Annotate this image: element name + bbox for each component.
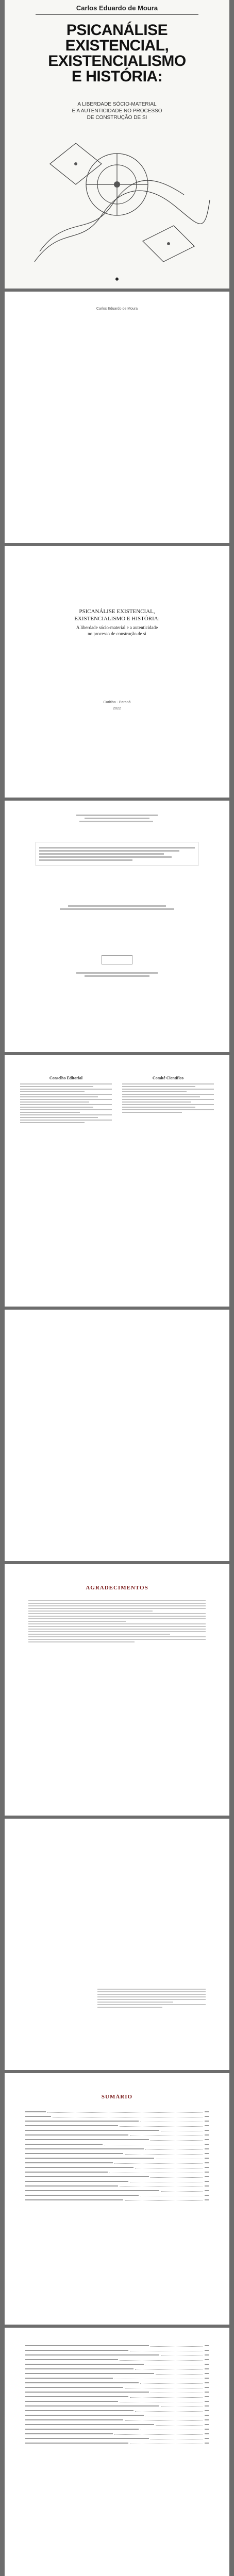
editorial-board [20,1076,214,1125]
table-of-contents [25,2109,209,2202]
toc-entry[interactable] [25,2193,209,2197]
toc-entry[interactable] [25,2394,209,2399]
editorial-board-column [20,1076,112,1125]
toc-entry[interactable] [25,2151,209,2156]
toc-entry[interactable] [25,2427,209,2431]
toc-entry[interactable] [25,2170,209,2174]
catalog-card [36,842,198,866]
toc-entry[interactable] [25,2371,209,2376]
toc-entry[interactable] [25,2146,209,2151]
toc-entry[interactable] [25,2183,209,2188]
board-heading: Comitê Científico [152,1076,184,1080]
toc-entry[interactable] [25,2352,209,2357]
subtitle-line: A liberdade sócio-material e a autenticidade [76,625,158,630]
toc-entry[interactable] [25,2119,209,2123]
board-heading: Conselho Editorial [49,1076,83,1080]
toc-entry[interactable] [25,2413,209,2417]
blank-page [5,1310,229,1561]
acknowledgments-heading: AGRADECIMENTOS [86,1585,148,1591]
publisher-logo [102,955,132,964]
toc-entry[interactable] [25,2132,209,2137]
copyright-page [5,801,229,1052]
cover-subtitle-line: E A AUTENTICIDADE NO PROCESSO [72,108,162,114]
toc-entry[interactable] [25,2109,209,2114]
cover-divider [36,14,198,15]
cover-title-line: E HISTÓRIA: [71,68,163,85]
toc-entry[interactable] [25,2179,209,2183]
epigraph-text [97,1989,206,2009]
toc-entry[interactable] [25,2114,209,2119]
toc-entry[interactable] [25,2431,209,2436]
half-title-page [5,292,229,543]
toc-entry[interactable] [25,2137,209,2142]
toc-entry[interactable] [25,2362,209,2366]
book-cover [5,0,229,289]
summary-page [5,2073,229,2325]
toc-entry[interactable] [25,2380,209,2385]
cover-title-line: PSICANÁLISE [66,22,168,39]
title-page-title [25,608,209,622]
title-page-year: 2022 [113,707,121,710]
subtitle-line: no processo de construção de si [88,631,146,636]
title-page [5,546,229,798]
title-line: PSICANÁLISE EXISTENCIAL, [79,608,155,615]
publisher-address [36,971,198,978]
cover-title [5,23,229,84]
toc-entry[interactable] [25,2142,209,2146]
toc-entry[interactable] [25,2403,209,2408]
toc-entry[interactable] [25,2343,209,2348]
editorial-board-page [5,1055,229,1307]
toc-entry[interactable] [25,2399,209,2403]
cover-subtitle [5,101,229,121]
title-page-subtitle [25,624,209,637]
toc-entry[interactable] [25,2174,209,2179]
cover-subtitle-line: A LIBERDADE SÓCIO-MATERIAL [77,101,157,107]
catalog-block [36,813,198,824]
toc-entry[interactable] [25,2160,209,2165]
toc-entry[interactable] [25,2385,209,2389]
toc-entry[interactable] [25,2357,209,2362]
cover-illustration [19,123,215,272]
toc-entry[interactable] [25,2389,209,2394]
toc-entry[interactable] [25,2123,209,2128]
toc-entry[interactable] [25,2422,209,2427]
acknowledgments-text [28,1600,206,1644]
cover-title-line: EXISTENCIAL, [65,37,169,54]
title-page-city: Curitiba - Paraná [103,701,131,704]
title-line: EXISTENCIALISMO E HISTÓRIA: [74,616,160,622]
half-title-author: Carlos Eduardo de Moura [96,307,138,311]
summary-continued-page [5,2328,229,2576]
toc-entry[interactable] [25,2436,209,2441]
toc-entry[interactable] [25,2165,209,2170]
toc-entry[interactable] [25,2408,209,2413]
toc-entry[interactable] [25,2417,209,2422]
publisher-logo: ◆ [115,276,119,281]
summary-heading: SUMÁRIO [101,2094,133,2100]
acknowledgments-page [5,1564,229,1816]
toc-entry[interactable] [25,2197,209,2202]
cover-title-line: EXISTENCIALISMO [48,53,186,70]
table-of-contents-continued [25,2343,209,2445]
toc-entry[interactable] [25,2366,209,2371]
copyright-notice [36,904,198,911]
cover-subtitle-line: DE CONSTRUÇÃO DE SI [87,115,147,121]
toc-entry[interactable] [25,2156,209,2160]
toc-entry[interactable] [25,2128,209,2132]
toc-entry[interactable] [25,2441,209,2445]
cover-author: Carlos Eduardo de Moura [76,4,158,12]
epigraph-page [5,1819,229,2070]
toc-entry[interactable] [25,2376,209,2380]
toc-entry[interactable] [25,2348,209,2352]
toc-entry[interactable] [25,2188,209,2193]
scientific-committee-column [122,1076,214,1125]
